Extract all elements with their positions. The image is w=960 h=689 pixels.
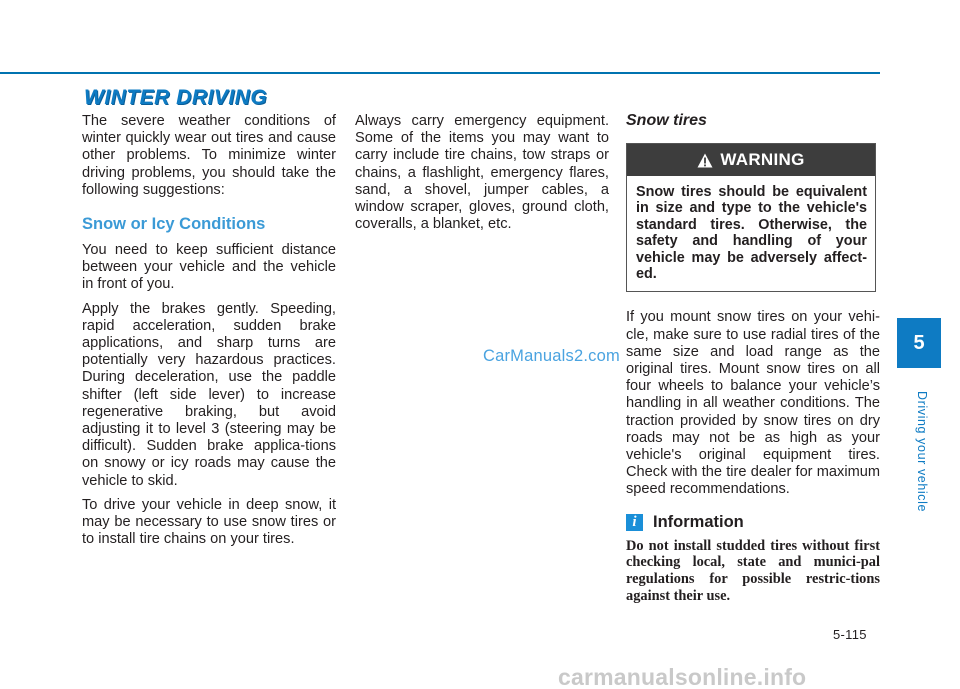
header-rule — [0, 72, 880, 74]
watermark-link[interactable]: CarManuals2.com — [483, 347, 620, 365]
warning-box — [626, 143, 876, 292]
distance-paragraph: You need to keep sufficient distance between your vehicle and the vehicle in front of you. — [82, 242, 336, 293]
chapter-tab[interactable]: 5 — [897, 318, 941, 368]
warning-body: Snow tires should be equivalent in size and type to the vehicle's standard tires. Otherwise, the safety and handling of your vehicle may be adversely affect-ed. — [636, 184, 867, 283]
column-left — [82, 113, 336, 555]
information-icon: i — [626, 514, 643, 531]
warning-triangle-icon — [697, 153, 713, 168]
emergency-equipment-paragraph: Always carry emergency equipment. Some of the items you may want to carry include tire chains, tow straps or chains, a flashlight, emergency flares, sand, a shovel, jumper cables, a window scraper, gloves, ground cloth, coveralls, a blanket, etc. — [355, 113, 609, 233]
column-right — [626, 113, 880, 605]
braking-paragraph: Apply the brakes gently. Speeding, rapid acceleration, sudden brake applications, and sharp turns are potentially very hazardous practices. During deceleration, use the paddle shifter (left side lever) to increase regenerative braking, but avoid adjusting it to level 3 (steering may be difficult). Sudden brake applica-tions on snowy or icy roads may cause the vehicle to skid. — [82, 300, 336, 489]
warning-title: WARNING — [720, 150, 805, 169]
section-title: WINTER DRIVING — [84, 86, 268, 109]
warning-header — [627, 144, 875, 176]
deep-snow-paragraph: To drive your vehicle in deep snow, it may be necessary to use snow tires or to install tire chains on your tires. — [82, 496, 336, 548]
page-number: 5-115 — [833, 627, 867, 642]
intro-paragraph: The severe weather conditions of winter quickly wear out tires and cause other problems. To minimize winter driving problems, you should take the following suggestions: — [82, 113, 336, 198]
information-header — [626, 513, 880, 532]
chapter-label: Driving your vehicle — [915, 391, 929, 513]
snow-tires-paragraph: If you mount snow tires on your vehi-cle, make sure to use radial tires of the same size and load range as the original tires. Mount snow tires on all four wheels to balance your vehicle’s handling in all weather conditions. The traction provided by snow tires on dry roads may not be as high as your vehicle's original equipment tires. Check with the tire dealer for maximum speed recommendations. — [626, 309, 880, 498]
footer-watermark[interactable]: carmanualsonline.info — [558, 664, 807, 689]
snow-tires-heading: Snow tires — [626, 112, 707, 129]
information-title: Information — [653, 512, 744, 531]
information-body: Do not install studded tires without first checking local, state and munici-pal regulations for possible restric-tions against their use. — [626, 537, 880, 605]
snow-icy-subheading: Snow or Icy Conditions — [82, 215, 266, 234]
column-middle — [355, 113, 609, 240]
